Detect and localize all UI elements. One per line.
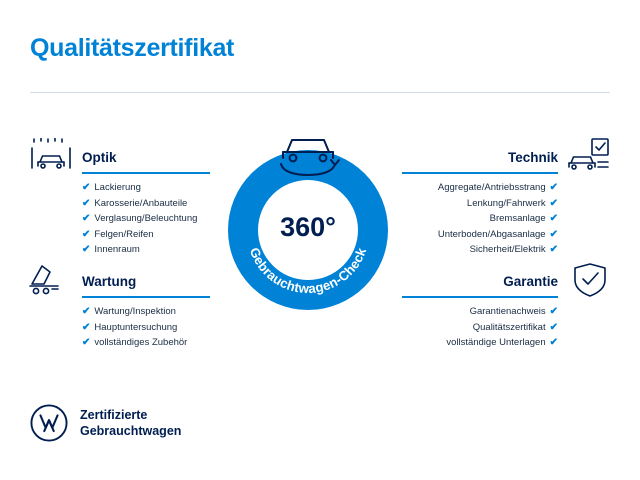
badge-360-check	[228, 150, 388, 310]
check-icon: ✔	[549, 337, 558, 348]
list-item	[82, 320, 187, 336]
list-item-label: Sicherheit/Elektrik	[469, 244, 546, 255]
list-item	[438, 196, 558, 212]
section-list-technik	[438, 180, 558, 258]
list-item-label: Karosserie/Anbauteile	[94, 197, 188, 209]
footer-line-1: Zertifizierte	[80, 408, 148, 422]
section-rule-garantie	[402, 296, 558, 298]
list-item	[82, 211, 197, 227]
section-list-wartung	[82, 304, 187, 351]
check-icon: ✔	[549, 244, 558, 255]
check-icon: ✔	[549, 306, 558, 317]
check-icon: ✔	[82, 321, 91, 333]
badge-degrees: 360°	[280, 212, 336, 242]
section-title-garantie: Garantie	[503, 274, 558, 289]
car-wash-icon	[30, 138, 74, 177]
footer-brand	[30, 404, 181, 442]
check-icon: ✔	[82, 228, 91, 240]
check-icon: ✔	[549, 321, 558, 333]
list-item	[438, 227, 558, 243]
list-item	[438, 242, 558, 258]
list-item	[438, 180, 558, 196]
section-title-wartung: Wartung	[82, 274, 137, 289]
vw-logo	[30, 404, 68, 442]
section-title-optik: Optik	[82, 150, 117, 165]
car-lift-icon	[28, 262, 74, 303]
list-item-label: Wartung/Inspektion	[94, 306, 176, 317]
section-rule-technik	[402, 172, 558, 174]
check-icon: ✔	[82, 182, 91, 193]
list-item-label: Garantienachweis	[469, 306, 546, 317]
list-item	[438, 211, 558, 227]
list-item-label: Hauptuntersuchung	[94, 321, 178, 333]
check-icon: ✔	[549, 182, 558, 193]
check-icon: ✔	[82, 197, 91, 209]
car-checklist-icon	[568, 138, 612, 177]
list-item	[82, 196, 197, 212]
list-item-label: Innenraum	[94, 244, 140, 255]
footer-text	[80, 407, 181, 439]
list-item-label: Verglasung/Beleuchtung	[94, 213, 198, 224]
check-icon: ✔	[82, 244, 91, 255]
list-item	[82, 227, 197, 243]
title-divider	[30, 92, 610, 93]
list-item	[82, 180, 197, 196]
section-rule-wartung	[82, 296, 210, 298]
list-item	[82, 304, 187, 320]
check-icon: ✔	[549, 197, 558, 209]
list-item-label: Aggregate/Antriebsstrang	[437, 182, 546, 193]
shield-check-icon	[572, 262, 612, 305]
section-list-optik	[82, 180, 197, 258]
check-icon: ✔	[82, 213, 91, 224]
list-item-label: Lackierung	[94, 182, 141, 193]
footer-line-2: Gebrauchtwagen	[80, 424, 182, 438]
list-item	[446, 320, 558, 336]
list-item-label: Lenkung/Fahrwerk	[466, 197, 546, 209]
check-icon: ✔	[549, 213, 558, 224]
list-item-label: Unterboden/Abgasanlage	[437, 228, 546, 240]
section-rule-optik	[82, 172, 210, 174]
check-icon: ✔	[82, 306, 91, 317]
list-item	[446, 335, 558, 351]
section-list-garantie	[446, 304, 558, 351]
list-item-label: vollständiges Zubehör	[94, 337, 188, 348]
car-front-rotate-icon	[269, 124, 347, 176]
list-item-label: vollständige Unterlagen	[446, 337, 546, 348]
list-item-label: Felgen/Reifen	[94, 228, 154, 240]
page-title: Qualitätszertifikat	[30, 34, 235, 62]
list-item-label: Bremsanlage	[489, 213, 546, 224]
list-item-label: Qualitätszertifikat	[472, 321, 546, 333]
svg-text:Gebrauchtwagen-Check: Gebrauchtwagen-Check	[246, 245, 370, 297]
section-title-technik: Technik	[507, 150, 558, 165]
list-item	[82, 335, 187, 351]
check-icon: ✔	[549, 228, 558, 240]
check-icon: ✔	[82, 337, 91, 348]
list-item	[446, 304, 558, 320]
list-item	[82, 242, 197, 258]
